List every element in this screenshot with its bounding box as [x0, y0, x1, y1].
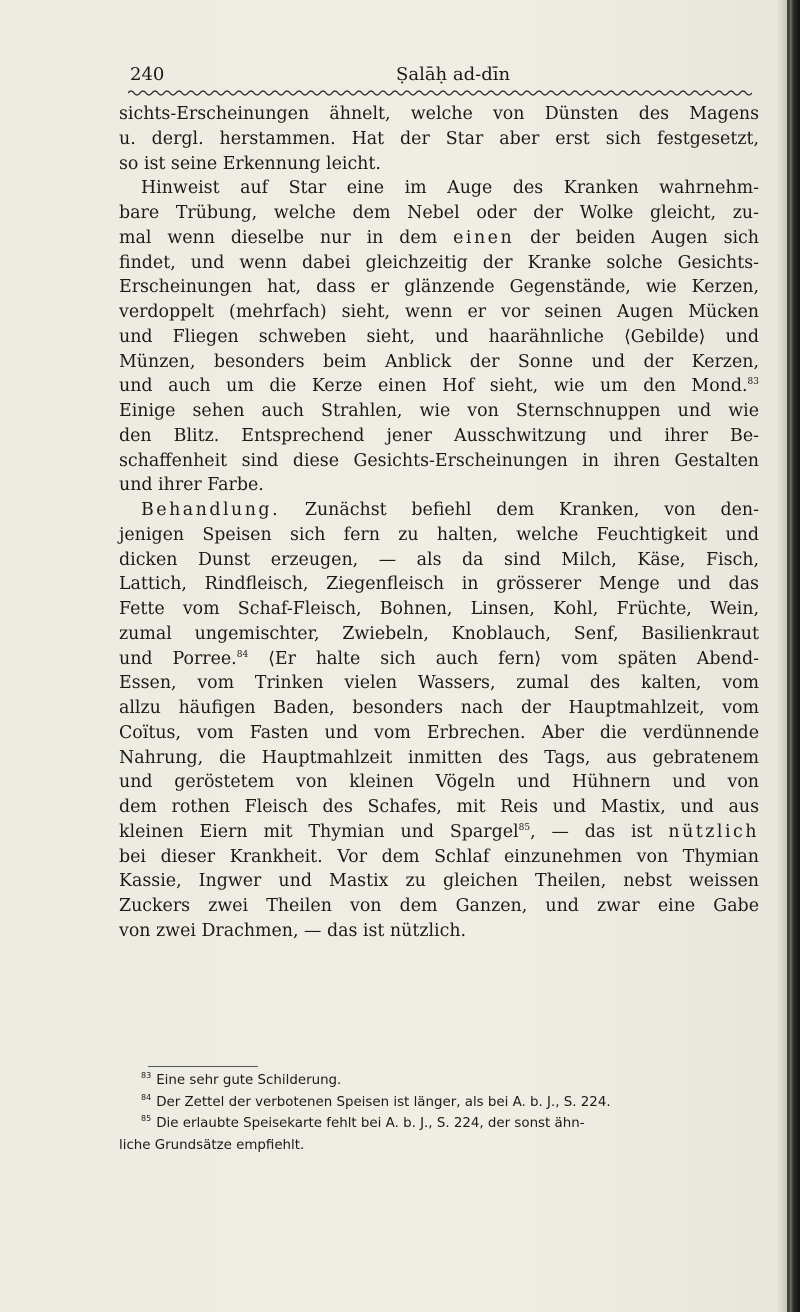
text-line	[119, 647, 759, 672]
text-line: Nahrung, die Hauptmahlzeit inmitten des Tags, aus gebratenem	[119, 747, 759, 768]
text-line: den Blitz. Entsprechend jener Ausschwitzung und ihrer Be-	[119, 425, 759, 446]
text-line: schaffenheit sind diese Gesichts-Erscheinungen in ihren Gestalten	[119, 450, 759, 471]
footnote-separator	[148, 1066, 258, 1067]
text-line: und geröstetem von kleinen Vögeln und Hühnern und von	[119, 772, 759, 793]
footnote-number: 83	[141, 1071, 152, 1080]
footnote-ref: 85	[518, 822, 531, 833]
footnote-text: liche Grundsätze empfiehlt.	[119, 1137, 305, 1153]
text-line: Lattich, Rindfleisch, Ziegenfleisch in grösserer Menge und das	[119, 574, 759, 595]
text-line: Zuckers zwei Theilen von dem Ganzen, und zwar eine Gabe	[119, 896, 759, 916]
text-line: bei dieser Krankheit. Vor dem Schlaf einzunehmen von Thymian	[119, 846, 759, 867]
text-line: verdoppelt (mehrfach) sieht, wenn er vor seinen Augen Mücken	[119, 302, 759, 322]
footnotes	[119, 1070, 759, 1156]
text-line	[119, 374, 759, 399]
emphasis-text: nützlich	[668, 821, 759, 842]
footnote	[119, 1092, 759, 1114]
text-line: allzu häufigen Baden, besonders nach der Hauptmahlzeit, vom	[119, 698, 759, 718]
text-line: Hinweist auf Star eine im Auge des Kranken wahrnehm-	[141, 178, 759, 199]
text-line: von zwei Drachmen, — das ist nützlich.	[119, 920, 467, 941]
text-fragment: mal wenn dieselbe nur in dem	[119, 227, 454, 248]
text-line: sichts-Erscheinungen ähnelt, welche von Dünsten des Magens	[119, 104, 759, 124]
footnote-number: 85	[141, 1114, 152, 1123]
gutter-shadow-line	[787, 0, 790, 1312]
footnote-ref: 83	[747, 377, 759, 388]
text-line: Erscheinungen hat, dass er glänzende Gegenstände, wie Kerzen,	[119, 277, 759, 298]
text-line	[119, 498, 759, 523]
footnote-number: 84	[141, 1092, 152, 1102]
text-line: Fette vom Schaf-Fleisch, Bohnen, Linsen, Kohl, Früchte, Wein,	[119, 599, 759, 619]
text-line: und Fliegen schweben sieht, und haarähnliche ⟨Gebilde⟩ und	[119, 326, 759, 347]
text-line: Coïtus, vom Fasten und vom Erbrechen. Aber die verdünnende	[119, 722, 759, 743]
text-fragment: und Porree.	[119, 648, 237, 669]
text-line: Essen, vom Trinken vielen Wassers, zumal des kalten, vom	[119, 673, 759, 694]
text-fragment: , — das ist	[530, 821, 669, 842]
footnote-continuation	[119, 1135, 759, 1157]
text-line: und ihrer Farbe.	[119, 475, 264, 496]
footnote	[119, 1070, 759, 1092]
text-fragment: kleinen Eiern mit Thymian und Spargel	[119, 821, 519, 842]
section-heading: Behandlung.	[141, 500, 281, 520]
footnote-text: Eine sehr gute Schilderung.	[156, 1073, 342, 1088]
text-line: u. dergl. herstammen. Hat der Star aber erst sich festgesetzt,	[119, 128, 759, 149]
text-line: dem rothen Fleisch des Schafes, mit Reis und Mastix, und aus	[119, 797, 759, 817]
footnote-text: Der Zettel der verbotenen Speisen ist länger, als bei A. b. J., S. 224.	[156, 1094, 611, 1110]
body-text	[119, 102, 759, 944]
running-head: Ṣalāḥ ad-dīn	[396, 64, 511, 85]
text-line: Münzen, besonders beim Anblick der Sonne und der Kerzen,	[119, 351, 759, 372]
text-fragment: der beiden Augen sich	[514, 227, 759, 248]
text-line: dicken Dunst erzeugen, — als da sind Milch, Käse, Fisch,	[119, 549, 759, 570]
page-header	[130, 64, 750, 88]
text-line	[119, 820, 759, 845]
wavy-rule-ornament	[128, 88, 752, 98]
text-fragment: und auch um die Kerze einen Hof sieht, wie um den Mond.	[119, 376, 748, 397]
text-line: Einige sehen auch Strahlen, wie von Sternschnuppen und wie	[119, 401, 759, 421]
text-line: Kassie, Ingwer und Mastix zu gleichen Theilen, nebst weissen	[119, 871, 759, 892]
text-line: findet, und wenn dabei gleichzeitig der Kranke solche Gesichts-	[119, 252, 759, 273]
text-fragment: Zunächst befiehl dem Kranken, von den-	[280, 500, 759, 520]
emphasis-text: einen	[453, 227, 515, 248]
text-fragment: ⟨Er halte sich auch fern⟩ vom späten Abend-	[248, 648, 759, 669]
page-number: 240	[130, 64, 165, 85]
text-line: bare Trübung, welche dem Nebel oder der Wolke gleicht, zu-	[119, 203, 759, 223]
text-line	[119, 226, 759, 251]
text-line: jenigen Speisen sich fern zu halten, welche Feuchtigkeit und	[119, 524, 759, 545]
footnote-text: Die erlaubte Speisekarte fehlt bei A. b. J., S. 224, der sonst ähn-	[156, 1116, 585, 1131]
text-line: so ist seine Erkennung leicht.	[119, 153, 381, 174]
footnote-ref: 84	[236, 649, 249, 660]
footnote	[119, 1113, 759, 1135]
text-line: zumal ungemischter, Zwiebeln, Knoblauch, Senf, Basilienkraut	[119, 623, 759, 644]
